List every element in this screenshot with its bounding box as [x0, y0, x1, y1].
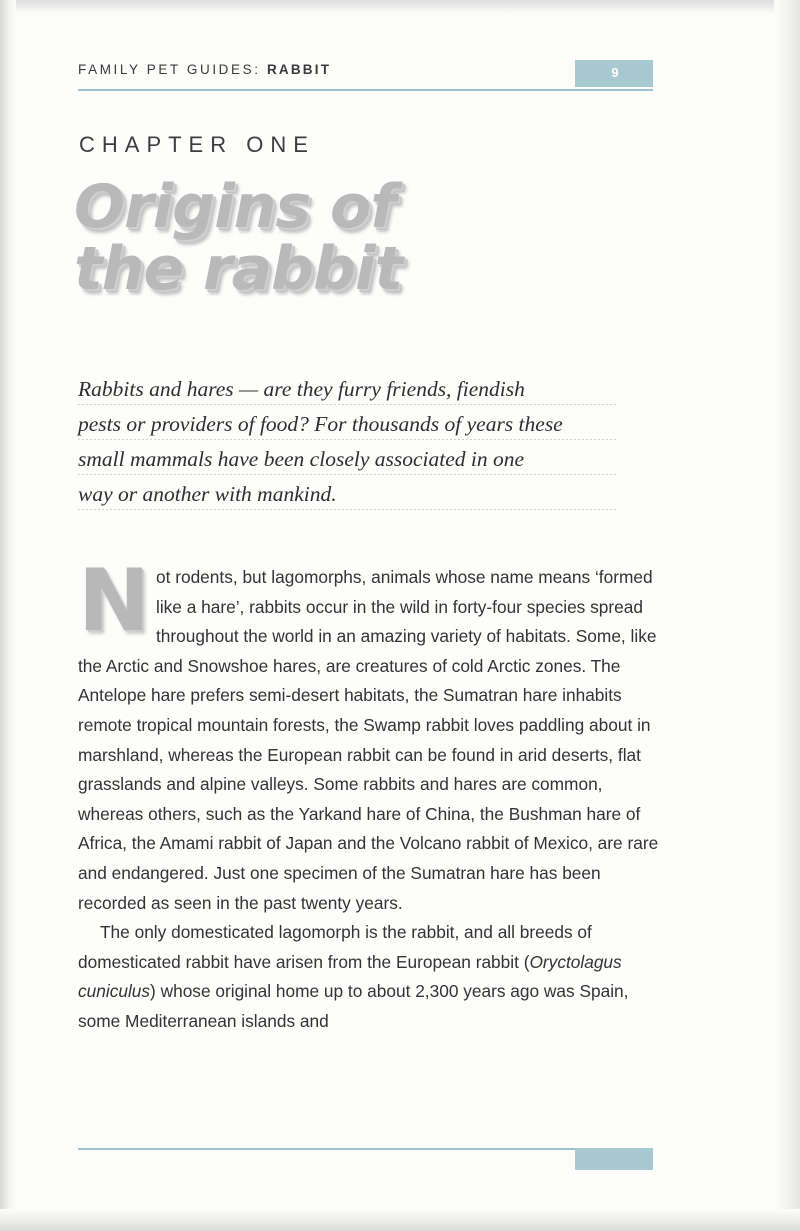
scan-edge-top: [0, 0, 800, 14]
running-header-text: [78, 62, 653, 77]
header-rule: [78, 89, 653, 91]
chapter-title-line-1: Origins of: [74, 172, 396, 242]
standfirst-line-3: small mammals have been closely associated in one: [78, 442, 618, 477]
body-copy: [78, 551, 660, 1037]
drop-cap: N: [78, 551, 150, 651]
footer-accent-box: [575, 1148, 653, 1170]
body-paragraph-2: [78, 918, 660, 1036]
standfirst: [78, 372, 618, 512]
chapter-label: CHAPTER ONE: [79, 132, 315, 157]
running-header: [78, 62, 653, 96]
chapter-title-line-2: the rabbit: [74, 234, 403, 304]
scan-edge-left: [0, 0, 16, 1231]
page-number: 9: [611, 65, 619, 80]
standfirst-line-1: Rabbits and hares — are they furry friends, fiendish: [78, 372, 618, 407]
body-paragraph-2-part-1: The only domesticated lagomorph is the rabbit, and all breeds of domesticated rabbit have arisen from the European rabbit (: [78, 922, 592, 972]
footer-rule: [78, 1148, 653, 1150]
standfirst-line-2: pests or providers of food? For thousands of years these: [78, 407, 618, 442]
chapter-title: [74, 172, 594, 304]
scan-edge-right: [774, 0, 800, 1231]
running-header-title: RABBIT: [266, 62, 332, 77]
species-name: Oryctolagus cuniculus: [78, 951, 622, 1002]
body-paragraph-2-part-2: ) whose original home up to about 2,300 years ago was Spain, some Mediterranean islands and: [78, 981, 629, 1031]
scan-edge-bottom: [0, 1209, 800, 1231]
standfirst-line-4: way or another with mankind.: [78, 477, 618, 512]
body-paragraph-1-text: ot rodents, but lagomorphs, animals whose name means ‘formed like a hare’, rabbits occur in the wild in forty-four species spread throughout the world in an amazing variety of habitats. Some, like the Arctic and Snowshoe hares, are creatures of cold Arctic zones. The Antelope hare prefers semi-desert habitats, the Sumatran hare inhabits remote tropical mountain forests, the Swamp rabbit loves paddling about in marshland, whereas the European rabbit can be found in arid deserts, flat grasslands and alpine valleys. Some rabbits and hares are common, whereas others, such as the Yarkand hare of China, the Bushman hare of Africa, the Amami rabbit of Japan and the Volcano rabbit of Mexico, are rare and endangered. Just one specimen of the Sumatran hare has been recorded as seen in the past twenty years.: [78, 567, 659, 913]
running-header-series: FAMILY PET GUIDES:: [78, 62, 261, 77]
body-paragraph-1: [78, 551, 660, 918]
